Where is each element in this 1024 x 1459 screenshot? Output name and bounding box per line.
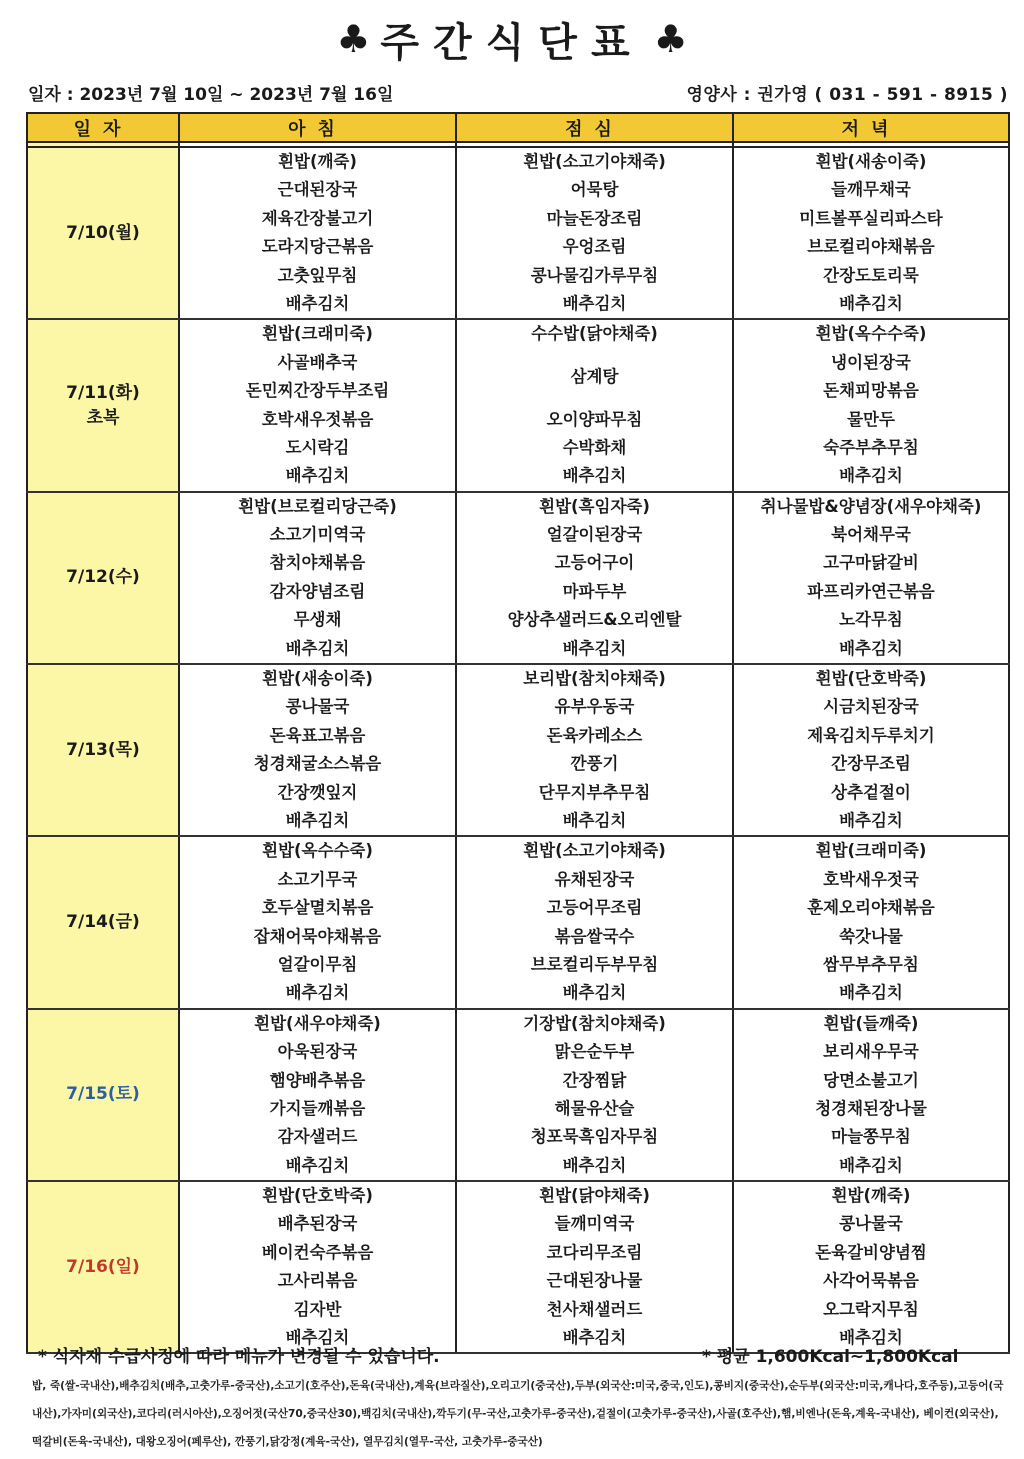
breakfast-cell xyxy=(179,836,456,1008)
col-header-breakfast: 아침 xyxy=(179,113,456,142)
dinner-cell xyxy=(733,147,1009,319)
menu-item: 흰밥(옥수수죽) xyxy=(262,841,373,861)
menu-item: 들깨무채국 xyxy=(831,180,911,200)
menu-item: 감자샐러드 xyxy=(277,1127,358,1147)
menu-item: 사골배추국 xyxy=(277,352,358,372)
menu-item: 볶음쌀국수 xyxy=(554,926,635,946)
menu-item: 간장도토리묵 xyxy=(823,265,919,285)
dinner-cell xyxy=(733,1009,1009,1181)
menu-item: 돈채피망볶음 xyxy=(823,381,919,401)
menu-item: 당면소불고기 xyxy=(823,1070,919,1090)
menu-item: 흰밥(크래미죽) xyxy=(815,841,927,861)
menu-item: 오이양파무침 xyxy=(546,409,643,429)
origin-info: 밥, 죽(쌀-국내산),배추김치(배추,고춧가루-중국산),소고기(호주산),돈육(국내산),계육(브라질산),오리고기(중국산),두부(외국산:미국,중국,인도),콩비지(중국산),순두부(외국산:미국,캐나다,호주등),고등어(국내산),가자미(외국산),코다리(러시아산),오징어젓(국산70,중국산30),백김치(국내산),깍두기(무-국산,고춧가루-중국산),겉절이(고춧가루-중국산),사골(호주산),햄,비엔나(돈육,계육-국내산), 베이컨(외국산), 떡갈비(돈육-국내산), 대왕오징어(페루산), 깐풍기,닭강정(계육-국산), 열무김치(열무-국산, 고춧가루-중국산) xyxy=(32,1380,1004,1448)
dinner-cell xyxy=(733,1181,1009,1353)
breakfast-cell xyxy=(179,664,456,836)
menu-item: 배추김치 xyxy=(562,466,627,486)
day-cell xyxy=(27,836,179,1008)
menu-item: 숙주부추무침 xyxy=(823,437,919,457)
dinner-cell xyxy=(733,492,1009,664)
menu-item: 노각무침 xyxy=(839,610,903,630)
breakfast-cell xyxy=(179,1009,456,1181)
menu-item: 잡채어묵야채볶음 xyxy=(253,926,382,946)
menu-item: 흰밥(새송이죽) xyxy=(262,669,373,689)
menu-item: 얼갈이무침 xyxy=(277,954,358,974)
menu-item: 흰밥(크래미죽) xyxy=(262,324,373,344)
lunch-cell xyxy=(456,319,733,491)
menu-item: 도라지당근볶음 xyxy=(261,237,374,257)
menu-item: 고춧잎무침 xyxy=(277,265,358,285)
menu-item: 깐풍기 xyxy=(570,754,619,774)
menu-item: 취나물밥&양념장(새우야채죽) xyxy=(760,496,982,516)
menu-item: 마늘돈장조림 xyxy=(546,208,643,228)
lunch-cell xyxy=(456,664,733,836)
day-label: 7/11(화) xyxy=(66,382,140,403)
menu-item: 흰밥(브로컬리당근죽) xyxy=(238,496,397,516)
day-label: 7/15(토) xyxy=(66,1084,140,1105)
menu-item: 흰밥(새송이죽) xyxy=(815,152,927,171)
day-cell xyxy=(27,1181,179,1353)
day-row xyxy=(27,664,1009,836)
menu-item: 보리새우무국 xyxy=(823,1042,919,1062)
menu-item: 천사채샐러드 xyxy=(546,1299,643,1319)
menu-item: 흰밥(깨죽) xyxy=(831,1186,911,1206)
breakfast-cell xyxy=(179,492,456,664)
day-cell xyxy=(27,1009,179,1181)
dietitian-info: 영양사 : 권가영 ( 031 - 591 - 8915 ) xyxy=(686,85,1008,105)
menu-item: 간장무조림 xyxy=(831,754,911,774)
day-cell xyxy=(27,492,179,664)
menu-item: 간장찜닭 xyxy=(562,1070,627,1090)
menu-item: 제육간장불고기 xyxy=(261,208,374,228)
menu-item: 맑은순두부 xyxy=(554,1042,635,1062)
calorie-info: * 평균 1,600Kcal~1,800Kcal xyxy=(702,1347,959,1367)
menu-item: 돈육갈비양념찜 xyxy=(815,1242,927,1262)
menu-item: 들깨미역국 xyxy=(554,1214,635,1234)
menu-item: 청경채굴소스볶음 xyxy=(253,754,382,774)
subheader xyxy=(28,80,1008,104)
menu-item: 배추김치 xyxy=(562,811,627,830)
menu-item: 흰밥(단호박죽) xyxy=(815,669,927,689)
menu-item: 배추김치 xyxy=(562,1155,627,1175)
menu-item: 배추김치 xyxy=(285,466,350,486)
col-header-dinner: 저녁 xyxy=(733,113,1009,142)
menu-item: 콩나물국 xyxy=(285,697,350,717)
day-cell xyxy=(27,664,179,836)
menu-item: 배추김치 xyxy=(285,638,350,658)
menu-item: 물만두 xyxy=(847,409,895,429)
change-notice: * 식자재 수급사정에 따라 메뉴가 변경될 수 있습니다. xyxy=(38,1347,440,1367)
menu-item: 소고기무국 xyxy=(277,869,358,889)
header-row xyxy=(27,113,1009,142)
menu-item: 고사리볶음 xyxy=(277,1271,358,1291)
menu-item: 수박화채 xyxy=(562,437,627,457)
menu-item: 단무지부추무침 xyxy=(538,782,651,802)
menu-item: 참치야채볶음 xyxy=(269,553,366,573)
menu-item: 얼갈이된장국 xyxy=(546,525,643,545)
menu-item: 베이컨숙주볶음 xyxy=(261,1242,374,1262)
page-title xyxy=(0,6,1024,72)
menu-item: 콩나물김가루무침 xyxy=(530,265,659,285)
menu-item: 브로컬리두부무침 xyxy=(530,954,659,974)
menu-item: 청경채된장나물 xyxy=(815,1098,927,1118)
menu-item: 배추김치 xyxy=(562,638,627,658)
menu-item: 북어채무국 xyxy=(831,525,911,545)
day-cell xyxy=(27,319,179,491)
day-row xyxy=(27,492,1009,664)
menu-item: 냉이된장국 xyxy=(831,352,911,372)
day-row xyxy=(27,319,1009,491)
menu-item: 마늘쫑무침 xyxy=(831,1127,911,1147)
day-label: 7/14(금) xyxy=(66,912,140,933)
menu-item: 유부우동국 xyxy=(554,697,635,717)
breakfast-cell xyxy=(179,147,456,319)
lunch-cell xyxy=(456,836,733,1008)
menu-item: 돈육카레소스 xyxy=(546,725,643,745)
day-row xyxy=(27,836,1009,1008)
day-row xyxy=(27,147,1009,319)
menu-item: 배추김치 xyxy=(562,293,627,313)
club-suit-icon: ♣ xyxy=(336,17,371,61)
menu-item: 아욱된장국 xyxy=(277,1042,358,1062)
menu-item: 흰밥(소고기야채죽) xyxy=(523,152,666,171)
menu-item: 배추김치 xyxy=(285,811,350,830)
lunch-cell xyxy=(456,1009,733,1181)
menu-item: 유채된장국 xyxy=(554,869,635,889)
menu-item: 배추김치 xyxy=(839,638,903,658)
day-label: 7/12(수) xyxy=(66,567,140,588)
menu-item: 어묵탕 xyxy=(570,180,619,200)
menu-item: 흰밥(들깨죽) xyxy=(823,1013,919,1033)
menu-item: 배추김치 xyxy=(839,293,903,313)
col-header-date: 일자 xyxy=(27,113,179,142)
day-label: 7/16(일) xyxy=(66,1256,140,1277)
menu-item: 상추겉절이 xyxy=(831,782,911,802)
menu-item: 돈민찌간장두부조림 xyxy=(245,381,390,401)
menu-item: 흰밥(소고기야채죽) xyxy=(523,841,666,861)
day-label: 7/10(월) xyxy=(66,222,140,243)
menu-item: 제육김치두루치기 xyxy=(807,725,935,745)
menu-item: 청포묵흑임자무침 xyxy=(530,1127,659,1147)
menu-item: 훈제오리야채볶음 xyxy=(807,898,935,918)
menu-item: 콩나물국 xyxy=(839,1214,903,1234)
menu-item: 양상추샐러드&오리엔탈 xyxy=(507,610,682,630)
menu-item: 브로컬리야채볶음 xyxy=(807,237,935,257)
lunch-cell xyxy=(456,1181,733,1353)
breakfast-cell xyxy=(179,319,456,491)
menu-item: 도시락김 xyxy=(285,437,350,457)
day-row xyxy=(27,1181,1009,1353)
menu-item: 고등어무조림 xyxy=(546,898,643,918)
menu-item: 흰밥(닭야채죽) xyxy=(539,1186,650,1206)
menu-item: 배추김치 xyxy=(839,466,903,486)
menu-item: 사각어묵볶음 xyxy=(823,1271,919,1291)
menu-item: 배추김치 xyxy=(285,1155,350,1175)
menu-item: 보리밥(참치야채죽) xyxy=(523,669,666,689)
menu-item: 호두살멸치볶음 xyxy=(261,898,374,918)
menu-item: 소고기미역국 xyxy=(269,525,366,545)
menu-item: 쑥갓나물 xyxy=(839,926,903,946)
day-note: 초복 xyxy=(86,407,120,428)
day-cell xyxy=(27,147,179,319)
menu-item: 시금치된장국 xyxy=(823,697,919,717)
menu-item: 감자양념조림 xyxy=(269,581,366,601)
menu-item: 흰밥(깨죽) xyxy=(278,152,357,171)
breakfast-cell xyxy=(179,1181,456,1353)
menu-item: 수수밥(닭야채죽) xyxy=(531,324,658,344)
col-header-lunch: 점심 xyxy=(456,113,733,142)
menu-item: 배추김치 xyxy=(285,983,350,1003)
dinner-cell xyxy=(733,836,1009,1008)
menu-item: 김자반 xyxy=(293,1299,342,1319)
menu-item: 근대된장국 xyxy=(277,180,358,200)
title-text: 주간식단표 xyxy=(380,19,644,66)
menu-item: 배추김치 xyxy=(839,1328,903,1348)
dinner-cell xyxy=(733,664,1009,836)
menu-item: 배추김치 xyxy=(839,1155,903,1175)
menu-item: 배추김치 xyxy=(839,811,903,830)
menu-item: 기장밥(참치야채죽) xyxy=(523,1013,666,1033)
menu-item: 무생채 xyxy=(293,610,342,630)
menu-item: 고등어구이 xyxy=(554,553,635,573)
menu-item: 돈육표고볶음 xyxy=(269,725,366,745)
menu-item: 우엉조림 xyxy=(562,237,627,257)
dinner-cell xyxy=(733,319,1009,491)
day-row xyxy=(27,1009,1009,1181)
club-suit-icon: ♣ xyxy=(653,17,688,61)
menu-item: 햄양배추볶음 xyxy=(269,1070,366,1090)
menu-item: 오그락지무침 xyxy=(823,1299,919,1319)
menu-item: 배추된장국 xyxy=(277,1214,358,1234)
menu-item: 배추김치 xyxy=(562,983,627,1003)
menu-item: 배추김치 xyxy=(839,983,903,1003)
menu-item: 흰밥(새우야채죽) xyxy=(254,1013,381,1033)
menu-item: 호박새우젓국 xyxy=(823,869,919,889)
lunch-cell xyxy=(456,492,733,664)
menu-item: 흰밥(흑임자죽) xyxy=(539,496,650,516)
menu-item: 근대된장나물 xyxy=(546,1271,643,1291)
menu-item: 흰밥(옥수수죽) xyxy=(815,324,927,344)
menu-item: 고구마닭갈비 xyxy=(823,553,919,573)
lunch-cell xyxy=(456,147,733,319)
menu-item: 미트볼푸실리파스타 xyxy=(799,208,943,228)
menu-item: 파프리카연근볶음 xyxy=(807,581,935,601)
menu-item: 해물유산슬 xyxy=(554,1098,635,1118)
menu-item: 가지들깨볶음 xyxy=(269,1098,366,1118)
menu-item: 쌈무부추무침 xyxy=(823,954,919,974)
menu-item: 간장깻잎지 xyxy=(277,782,358,802)
menu-item: 마파두부 xyxy=(562,581,627,601)
menu-item: 배추김치 xyxy=(562,1328,627,1348)
menu-item: 배추김치 xyxy=(285,1328,350,1348)
date-range: 일자 : 2023년 7월 10일 ~ 2023년 7월 16일 xyxy=(28,85,394,105)
menu-item: 배추김치 xyxy=(285,293,350,313)
menu-item: 코다리무조림 xyxy=(546,1242,643,1262)
menu-table xyxy=(26,112,1010,1354)
day-label: 7/13(목) xyxy=(66,739,140,760)
menu-item: 호박새우젓볶음 xyxy=(261,409,374,429)
menu-item: 흰밥(단호박죽) xyxy=(262,1186,373,1206)
menu-item: 삼계탕 xyxy=(570,366,619,386)
